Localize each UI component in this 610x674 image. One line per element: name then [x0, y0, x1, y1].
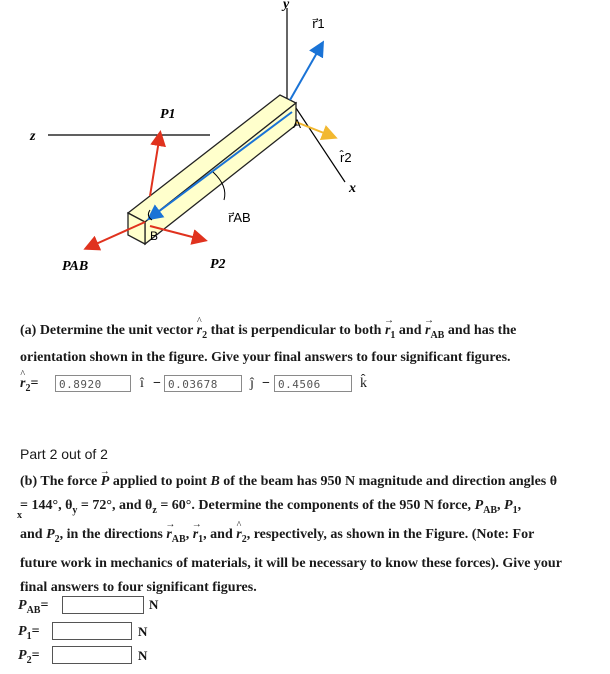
r2-answer-label: ^ $r_2=$	[20, 376, 38, 397]
p2-answer-label: $P_2=$	[18, 648, 40, 666]
r1-label: r⃗1	[312, 16, 325, 31]
point-a-label: A	[293, 117, 302, 131]
z-label: z	[30, 129, 36, 144]
p2-input[interactable]	[52, 646, 132, 664]
point-b-label: B	[150, 229, 159, 243]
p2-unit: N	[138, 648, 148, 663]
j-unit-label: ĵ	[250, 376, 254, 391]
p1-answer-label: $P_1=$	[18, 624, 40, 642]
pab-answer-label: $P_{AB}=$	[18, 598, 49, 616]
p1-unit: N	[138, 624, 148, 639]
r1-arrow	[290, 44, 322, 100]
p2-label: P2	[210, 257, 226, 272]
beam-top-face	[128, 95, 296, 222]
r2-hat-symbol: ^ r	[197, 320, 202, 342]
pab-label: PAB	[62, 259, 89, 274]
i-component-input[interactable]: 0.8920	[55, 375, 131, 392]
k-unit-label: k̂	[360, 376, 367, 391]
i-unit-label: î	[140, 376, 144, 391]
p1-label: P1	[160, 107, 176, 122]
k-component-input[interactable]: 0.4506	[274, 375, 352, 392]
p1-arrow	[150, 134, 160, 196]
x-label: x	[349, 181, 356, 196]
pab-unit: N	[149, 597, 159, 612]
minus-sign-1: −	[153, 376, 161, 391]
part-b-question: (b) The force → P applied to point B of the beam has 950 N magnitude and direction angles θ x = 144°, $\theta_y = 72^\circ$, and $\theta_z = 60^\circ$. Determine the components of the 950 N force, $P_{AB}$, $P_1$, and $P_2$, in the directions → $r_{AB}$, → $r_1$, and ^ $r_2$, respectively, as shown in the Figure. (Note: For future work in mechanics of materials, it will be necessary to know these forces). Give your final answers to four significant figures.	[20, 470, 592, 600]
y-label: y	[283, 0, 290, 12]
beam-front-face	[145, 103, 296, 244]
r2-label: r̂2	[340, 150, 352, 165]
r-ab-arrow	[150, 112, 292, 218]
x-axis	[292, 102, 345, 182]
r2-arrow	[296, 122, 334, 137]
minus-sign-2: −	[262, 376, 270, 391]
rab-label: r⃗AB	[228, 210, 251, 225]
part-2-header: Part 2 out of 2	[20, 446, 108, 462]
j-component-input[interactable]: 0.03678	[164, 375, 242, 392]
beam-figure	[0, 0, 610, 300]
p1-input[interactable]	[52, 622, 132, 640]
part-a-question: (a) Determine the unit vector ^ $r_2$ that is perpendicular to both → $r_1$ and → $r_{AB}$ and has the orientation shown in the figure. Give your final answers to four significant figures.	[20, 320, 592, 369]
pab-input[interactable]	[62, 596, 144, 614]
